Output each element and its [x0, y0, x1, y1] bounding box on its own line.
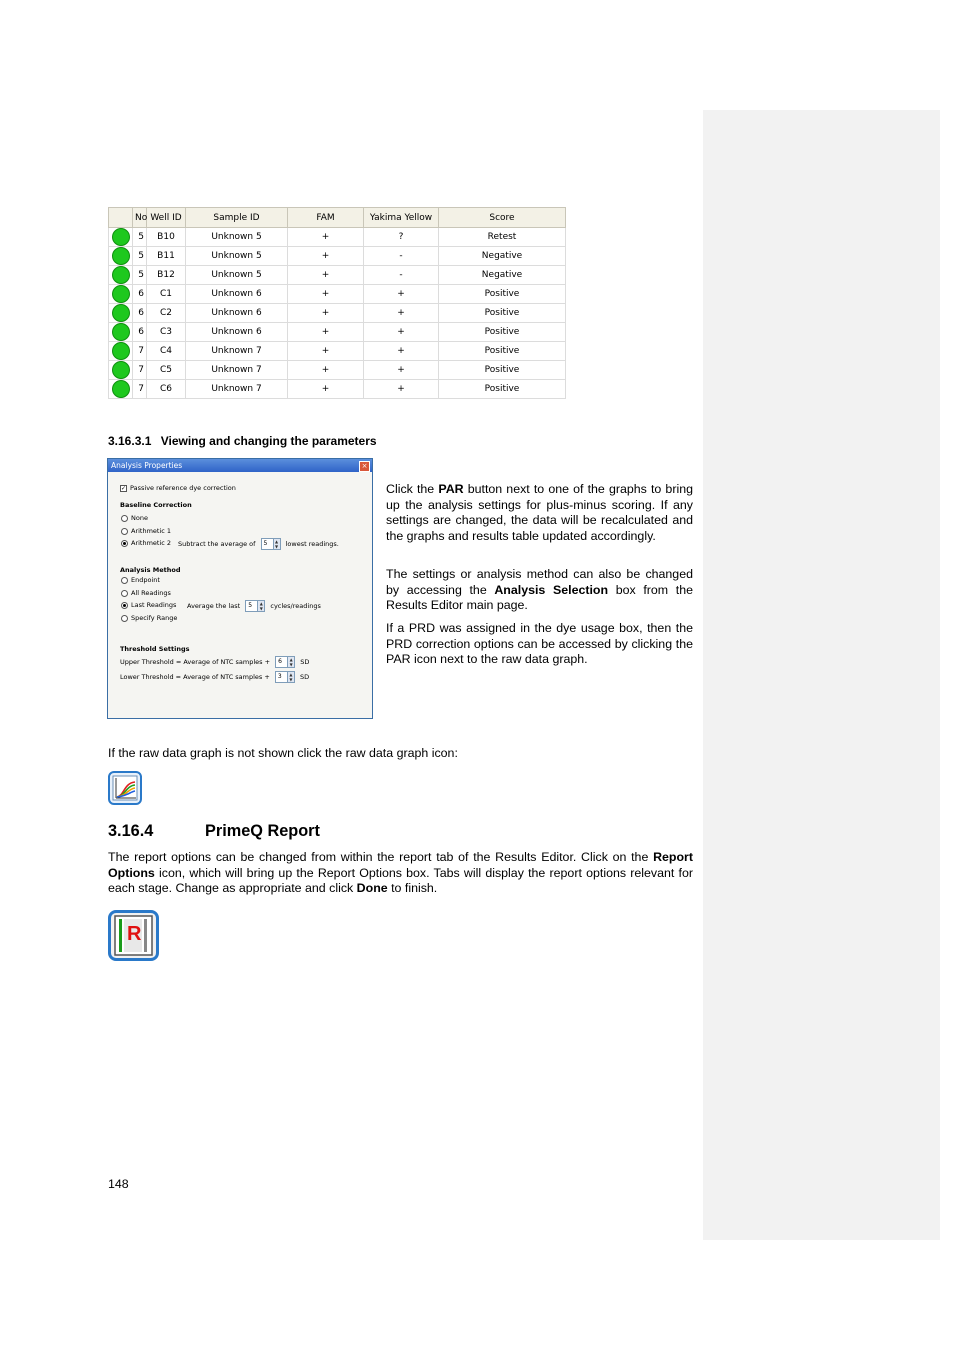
well-id-cell: B11	[147, 247, 186, 266]
column-header	[109, 208, 133, 228]
radio-method-last[interactable]	[121, 601, 176, 609]
status-dot-icon	[112, 323, 130, 341]
dialog-title: Analysis Properties	[111, 461, 183, 470]
no-cell: 7	[133, 380, 147, 399]
text-run: Click the	[386, 482, 439, 496]
baseline-heading: Baseline Correction	[120, 501, 192, 509]
well-id-cell: C4	[147, 342, 186, 361]
radio-method-endpoint[interactable]	[121, 576, 160, 584]
paragraph-report-options	[108, 850, 693, 897]
text-bold: Report Options	[108, 850, 693, 880]
radio-label: None	[131, 514, 148, 522]
radio-label: Specify Range	[131, 614, 178, 622]
column-header: Score	[439, 208, 566, 228]
lower-label: Lower Threshold = Average of NTC samples +	[120, 673, 270, 681]
table-row[interactable]	[109, 361, 566, 380]
column-header: Yakima Yellow	[364, 208, 439, 228]
average-last-stepper[interactable]	[245, 600, 265, 612]
status-dot-icon	[112, 304, 130, 322]
fam-cell: +	[288, 323, 364, 342]
no-cell: 7	[133, 342, 147, 361]
threshold-heading: Threshold Settings	[120, 645, 190, 653]
status-dot-icon	[112, 247, 130, 265]
table-row[interactable]	[109, 285, 566, 304]
subtract-stepper[interactable]	[261, 538, 281, 550]
upper-threshold-stepper[interactable]	[275, 656, 295, 668]
no-cell: 6	[133, 323, 147, 342]
radio-icon	[121, 577, 128, 584]
fam-cell: +	[288, 361, 364, 380]
section-number: 3.16.3.1	[108, 434, 152, 448]
well-id-cell: B10	[147, 228, 186, 247]
table-row[interactable]	[109, 323, 566, 342]
page-number: 148	[108, 1177, 129, 1191]
column-header: No	[133, 208, 147, 228]
dialog-body	[108, 472, 372, 718]
yakima-yellow-cell: ?	[364, 228, 439, 247]
radio-baseline-arith2[interactable]	[121, 539, 171, 547]
upper-threshold-row	[120, 656, 309, 668]
status-dot-icon	[112, 285, 130, 303]
radio-label: Arithmetic 1	[131, 527, 172, 535]
radio-icon	[121, 540, 128, 547]
radio-icon	[121, 515, 128, 522]
text-run: icon, which will bring up the Report Options box. Tabs will display the report options relevant for each stage. Change as appropriate and click	[108, 865, 693, 895]
score-cell: Negative	[439, 247, 566, 266]
text-run: button next to one of the graphs to bring up the analysis settings for plus-minus scoring. If any settings are changed, the data will be recalculated and the graphs and results table updated accordingly.	[386, 482, 693, 543]
table-row[interactable]	[109, 304, 566, 323]
passive-ref-checkbox[interactable]	[120, 484, 236, 492]
yakima-yellow-cell: -	[364, 247, 439, 266]
sample-id-cell: Unknown 7	[186, 361, 288, 380]
yakima-yellow-cell: +	[364, 304, 439, 323]
report-icon-letter: R	[127, 923, 142, 945]
table-row[interactable]	[109, 266, 566, 285]
table-row[interactable]	[109, 380, 566, 399]
text-bold: Analysis Selection	[494, 582, 609, 597]
status-cell	[109, 285, 133, 304]
text-bold: PAR	[438, 482, 464, 496]
text-run: box from the Results Editor main page.	[386, 582, 693, 612]
stepper-value: 5	[263, 540, 268, 547]
yakima-yellow-cell: +	[364, 342, 439, 361]
lowest-label: lowest readings.	[285, 540, 339, 548]
raw-data-graph-icon-art	[110, 773, 140, 803]
upper-label: Upper Threshold = Average of NTC samples +	[120, 658, 271, 666]
status-dot-icon	[112, 342, 130, 360]
radio-icon	[121, 615, 128, 622]
fam-cell: +	[288, 304, 364, 323]
table-header-row	[109, 208, 566, 228]
no-cell: 6	[133, 285, 147, 304]
status-cell	[109, 380, 133, 399]
yakima-yellow-cell: -	[364, 266, 439, 285]
status-dot-icon	[112, 380, 130, 398]
table-row[interactable]	[109, 342, 566, 361]
radio-label: Last Readings	[131, 601, 177, 609]
status-cell	[109, 304, 133, 323]
radio-method-specify[interactable]	[121, 614, 177, 622]
radio-method-all[interactable]	[121, 589, 171, 597]
sample-id-cell: Unknown 5	[186, 247, 288, 266]
status-cell	[109, 228, 133, 247]
section-title: PrimeQ Report	[205, 822, 320, 840]
comment-margin	[703, 110, 940, 1240]
no-cell: 7	[133, 361, 147, 380]
lower-threshold-stepper[interactable]	[275, 671, 295, 683]
spin-arrows-icon[interactable]: ▲ ▼	[287, 657, 294, 667]
score-cell: Positive	[439, 304, 566, 323]
status-cell	[109, 247, 133, 266]
column-header: FAM	[288, 208, 364, 228]
yakima-yellow-cell: +	[364, 323, 439, 342]
spin-arrows-icon[interactable]: ▲ ▼	[257, 601, 264, 611]
text-run: If a PRD was assigned in the dye usage box, then the PRD correction options can be accessed by clicking the PAR icon next to the raw data graph.	[386, 621, 693, 666]
raw-graph-instruction: If the raw data graph is not shown click the raw data graph icon:	[108, 746, 458, 760]
sd-label: SD	[300, 658, 310, 666]
column-header: Sample ID	[186, 208, 288, 228]
sample-id-cell: Unknown 7	[186, 342, 288, 361]
checkbox-label: Passive reference dye correction	[130, 484, 236, 492]
analysis-properties-dialog	[107, 458, 373, 719]
sample-id-cell: Unknown 6	[186, 304, 288, 323]
fam-cell: +	[288, 266, 364, 285]
yakima-yellow-cell: +	[364, 380, 439, 399]
well-id-cell: B12	[147, 266, 186, 285]
radio-baseline-none[interactable]	[121, 514, 148, 522]
sample-id-cell: Unknown 5	[186, 266, 288, 285]
status-cell	[109, 361, 133, 380]
score-cell: Negative	[439, 266, 566, 285]
well-id-cell: C5	[147, 361, 186, 380]
sample-id-cell: Unknown 7	[186, 380, 288, 399]
checkbox-icon: ✓	[121, 484, 127, 492]
radio-label: All Readings	[131, 589, 171, 597]
cycles-label: cycles/readings	[270, 602, 321, 610]
score-cell: Positive	[439, 285, 566, 304]
status-dot-icon	[112, 361, 130, 379]
sample-id-cell: Unknown 5	[186, 228, 288, 247]
paragraph-analysis-selection	[386, 567, 693, 614]
well-id-cell: C6	[147, 380, 186, 399]
fam-cell: +	[288, 342, 364, 361]
method-heading: Analysis Method	[120, 566, 181, 574]
lower-threshold-row	[120, 671, 309, 683]
status-dot-icon	[112, 266, 130, 284]
no-cell: 5	[133, 228, 147, 247]
spin-arrows-icon[interactable]: ▲ ▼	[273, 539, 280, 549]
radio-label: Endpoint	[131, 576, 160, 584]
no-cell: 5	[133, 247, 147, 266]
well-id-cell: C1	[147, 285, 186, 304]
status-cell	[109, 323, 133, 342]
table-row[interactable]	[109, 247, 566, 266]
sd-label: SD	[299, 673, 310, 681]
no-cell: 5	[133, 266, 147, 285]
dialog-title-bar	[108, 459, 372, 472]
spin-arrows-icon[interactable]: ▲ ▼	[287, 672, 294, 682]
fam-cell: +	[288, 380, 364, 399]
stepper-value: 6	[278, 658, 282, 665]
fam-cell: +	[288, 228, 364, 247]
score-cell: Positive	[439, 380, 566, 399]
radio-label: Arithmetic 2	[131, 539, 172, 547]
text-bold: Done	[356, 881, 388, 895]
status-cell	[109, 342, 133, 361]
yakima-yellow-cell: +	[364, 361, 439, 380]
average-last-label: Average the last	[187, 602, 241, 610]
yakima-yellow-cell: +	[364, 285, 439, 304]
stepper-value: 5	[248, 602, 253, 609]
radio-baseline-arith1[interactable]	[121, 527, 171, 535]
radio-icon	[121, 602, 128, 609]
average-last-row	[187, 600, 321, 612]
well-id-cell: C2	[147, 304, 186, 323]
text-run: The report options can be changed from within the report tab of the Results Editor. Click on the	[108, 850, 654, 864]
paragraph-par-button	[386, 482, 693, 544]
radio-icon	[121, 528, 128, 535]
sample-id-cell: Unknown 6	[186, 323, 288, 342]
column-header: Well ID	[147, 208, 186, 228]
no-cell: 6	[133, 304, 147, 323]
report-options-icon[interactable]	[108, 910, 159, 961]
radio-icon	[121, 590, 128, 597]
status-dot-icon	[112, 228, 130, 246]
text-run: The settings or analysis method can also be changed by accessing the	[386, 567, 693, 597]
section-number: 3.16.4	[108, 822, 154, 840]
section-title: Viewing and changing the parameters	[160, 434, 377, 448]
score-cell: Positive	[439, 323, 566, 342]
well-id-cell: C3	[147, 323, 186, 342]
stepper-value: 3	[277, 673, 282, 680]
score-cell: Positive	[439, 361, 566, 380]
status-cell	[109, 266, 133, 285]
text-run: to finish.	[387, 881, 438, 895]
subtract-label: Subtract the average of	[178, 540, 256, 548]
paragraph-prd	[386, 621, 693, 668]
close-icon[interactable]: ×	[359, 461, 370, 472]
results-table	[108, 207, 566, 399]
subtract-row	[178, 538, 339, 550]
table-row[interactable]	[109, 228, 566, 247]
sample-id-cell: Unknown 6	[186, 285, 288, 304]
fam-cell: +	[288, 285, 364, 304]
score-cell: Positive	[439, 342, 566, 361]
section-heading-3-16-3-1	[108, 434, 377, 448]
raw-data-graph-icon[interactable]	[108, 771, 142, 805]
score-cell: Retest	[439, 228, 566, 247]
fam-cell: +	[288, 247, 364, 266]
section-heading-3-16-4	[108, 822, 320, 841]
